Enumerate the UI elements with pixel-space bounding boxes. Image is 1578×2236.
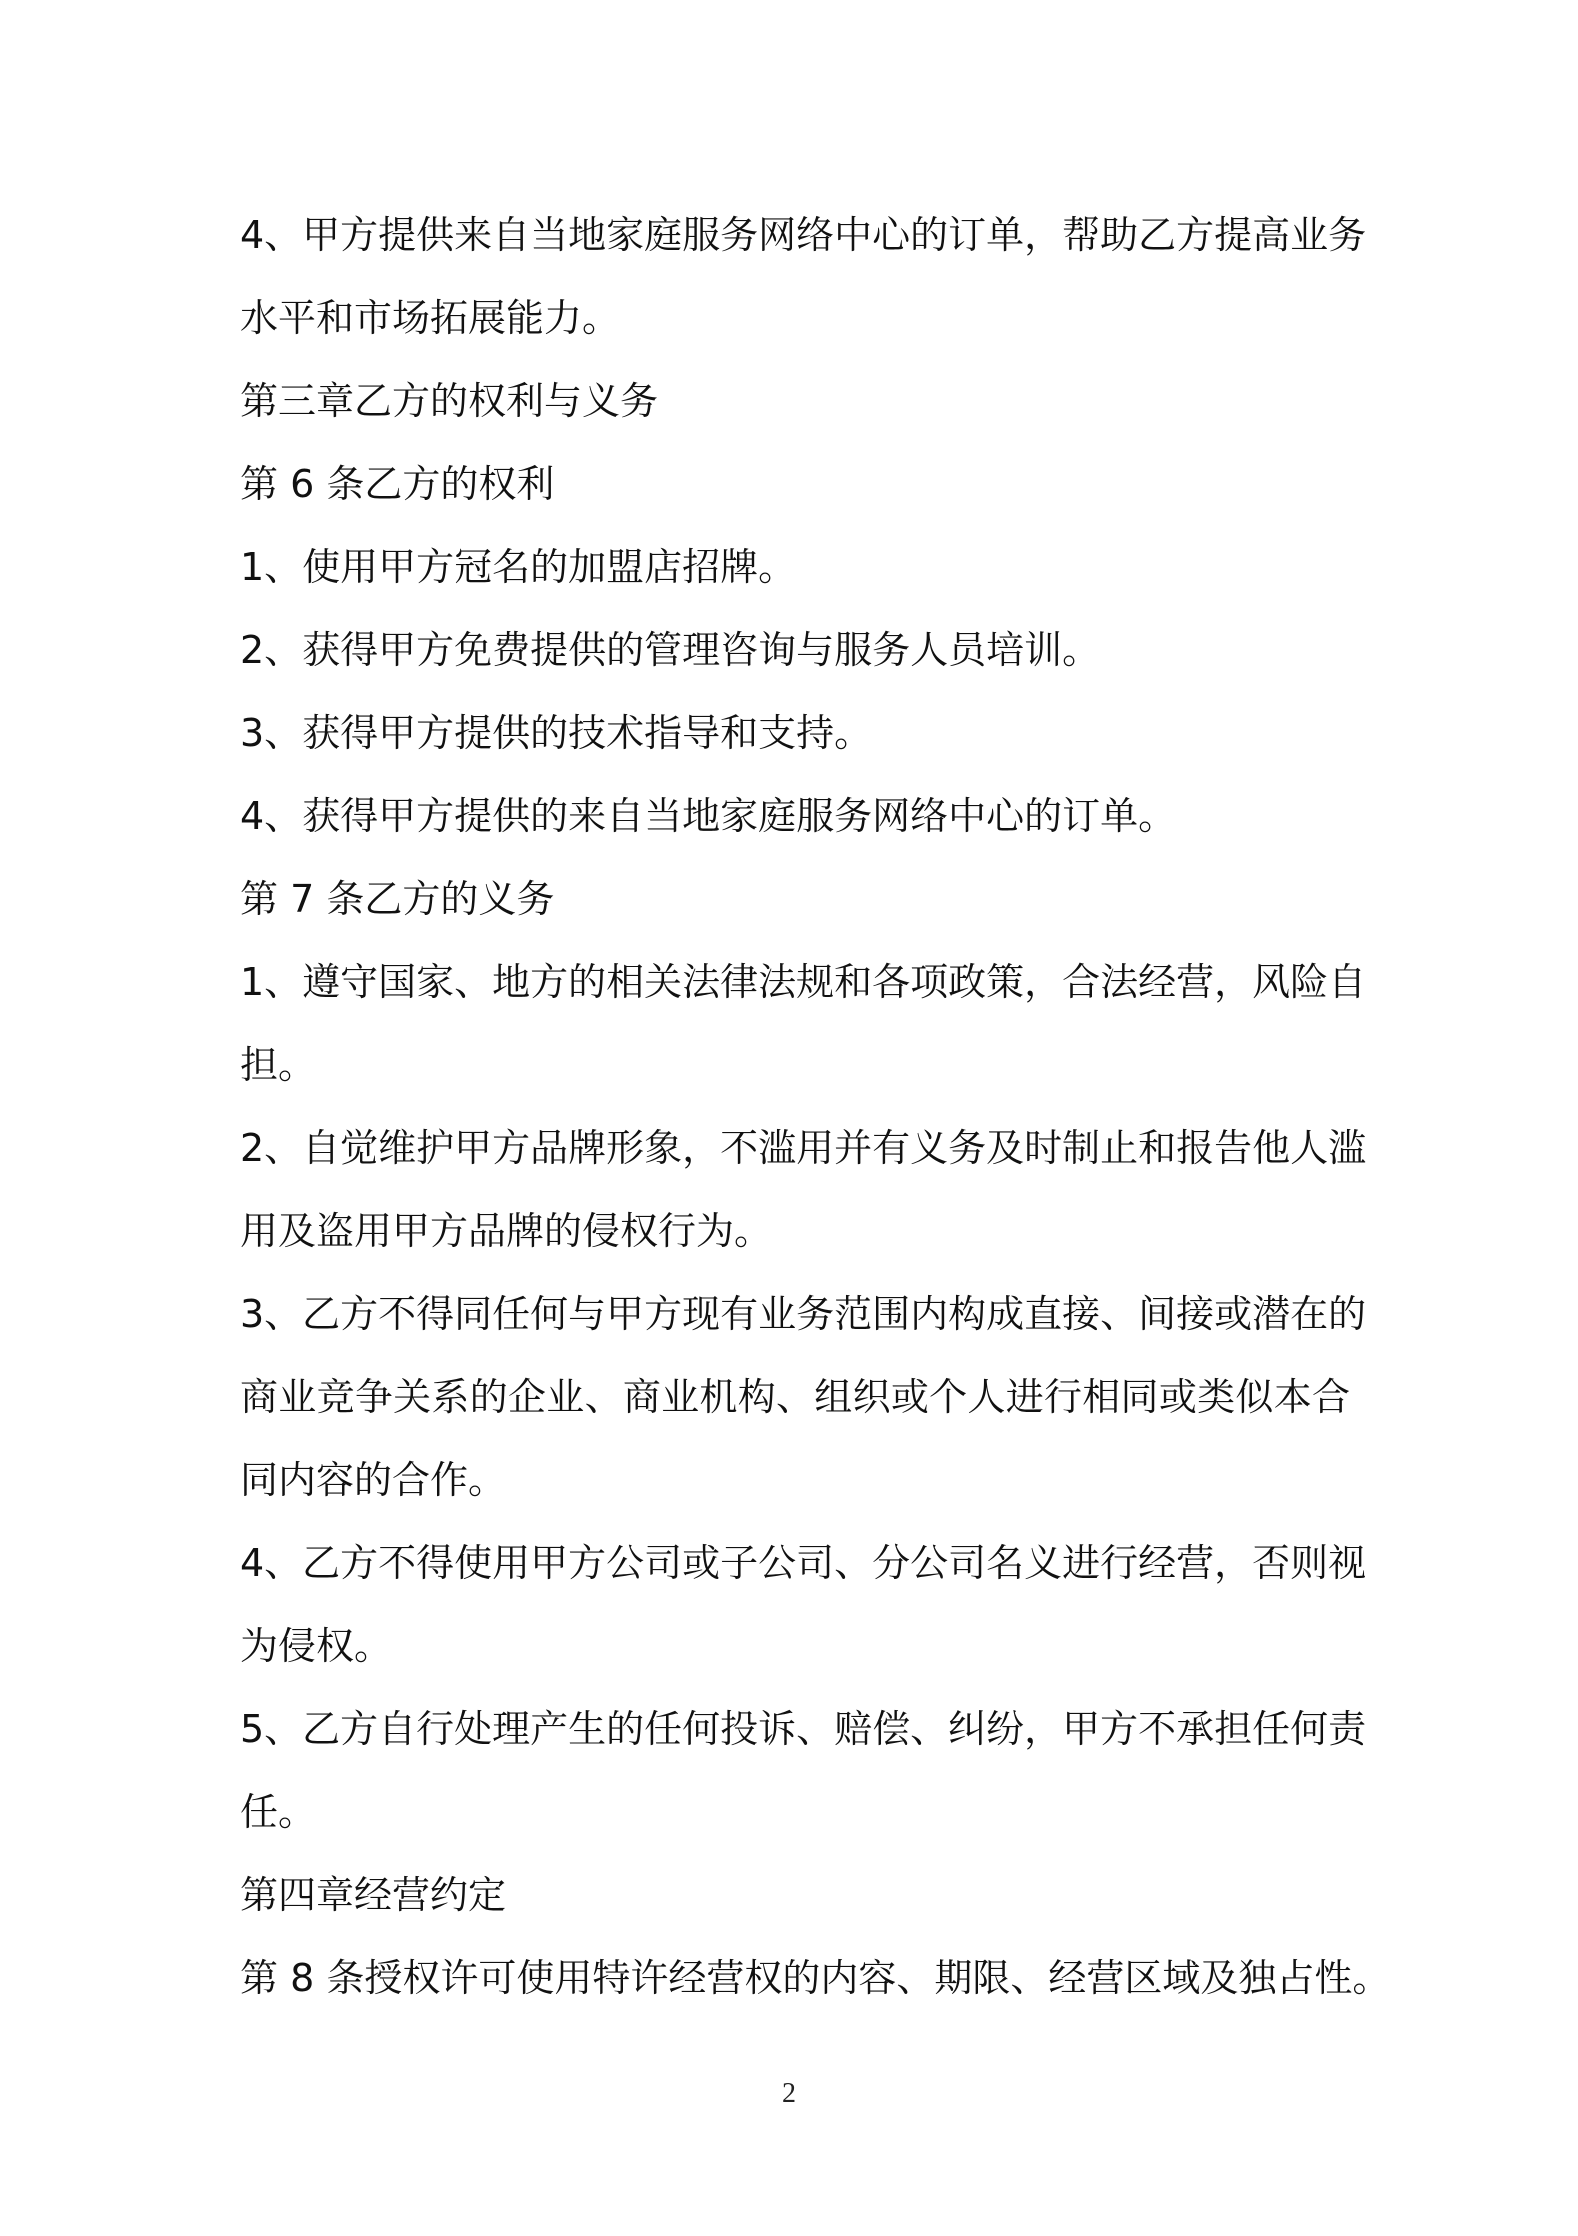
list-item: 3、乙方不得同任何与甲方现有业务范围内构成直接、间接或潜在的 [240, 1292, 1367, 1336]
paragraph-line: 商业竞争关系的企业、商业机构、组织或个人进行相同或类似本合 [240, 1375, 1350, 1419]
list-item: 1、遵守国家、地方的相关法律法规和各项政策，合法经营，风险自 [240, 960, 1367, 1004]
paragraph-line: 任。 [240, 1790, 317, 1834]
paragraph-line: 水平和市场拓展能力。 [240, 296, 621, 340]
article-heading: 第 8 条授权许可使用特许经营权的内容、期限、经营区域及独占性。 [240, 1956, 1391, 2000]
list-item: 2、自觉维护甲方品牌形象，不滥用并有义务及时制止和报告他人滥 [240, 1126, 1367, 1170]
paragraph-line: 4、甲方提供来自当地家庭服务网络中心的订单，帮助乙方提高业务 [240, 213, 1367, 257]
paragraph-line: 为侵权。 [240, 1624, 393, 1668]
list-item: 5、乙方自行处理产生的任何投诉、赔偿、纠纷，甲方不承担任何责 [240, 1707, 1367, 1751]
list-item: 3、获得甲方提供的技术指导和支持。 [240, 711, 873, 755]
list-item: 1、使用甲方冠名的加盟店招牌。 [240, 545, 797, 589]
article-heading: 第 7 条乙方的义务 [240, 877, 555, 921]
chapter-heading: 第三章乙方的权利与义务 [240, 379, 659, 423]
paragraph-line: 担。 [240, 1043, 317, 1087]
list-item: 4、乙方不得使用甲方公司或子公司、分公司名义进行经营，否则视 [240, 1541, 1367, 1585]
paragraph-line: 用及盗用甲方品牌的侵权行为。 [240, 1209, 773, 1253]
document-body [240, 194, 1391, 2020]
chapter-heading: 第四章经营约定 [240, 1873, 507, 1917]
list-item: 2、获得甲方免费提供的管理咨询与服务人员培训。 [240, 628, 1101, 672]
article-heading: 第 6 条乙方的权利 [240, 462, 555, 506]
page-number: 2 [782, 2078, 796, 2109]
list-item: 4、获得甲方提供的来自当地家庭服务网络中心的订单。 [240, 794, 1177, 838]
paragraph-line: 同内容的合作。 [240, 1458, 507, 1502]
